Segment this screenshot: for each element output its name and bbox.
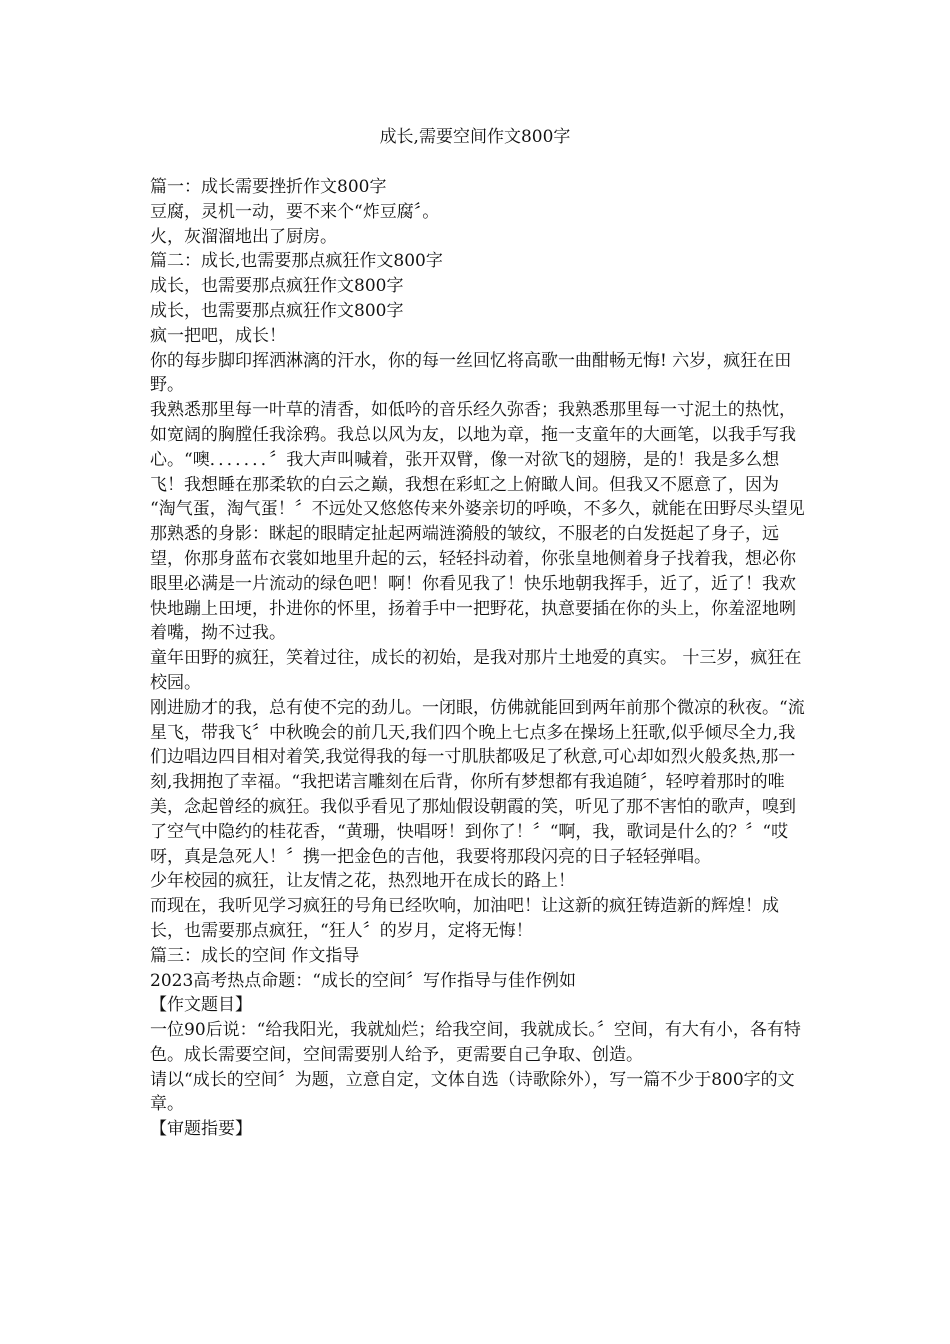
paragraph: 你的每步脚印挥洒淋漓的汗水，你的每一丝回忆将高歌一曲酣畅无悔! 六岁，疯狂在田野。 [150, 350, 792, 396]
paragraph: 成长，也需要那点疯狂作文800字 [150, 300, 404, 321]
paragraph: 【作文题目】 [150, 995, 252, 1016]
paragraph: 2023高考热点命题：“成长的空间〞写作指导与佳作例如 [150, 970, 576, 991]
paragraph: 篇二：成长,也需要那点疯狂作文800字 [150, 251, 443, 272]
paragraph: 我熟悉那里每一叶草的清香，如低吟的音乐经久弥香；我熟悉那里每一寸泥土的热忱，如宽阔的胸膛任我涂鸦。我总以风为友，以地为章，拖一支童年的大画笔，以我手写我心。“噢．．．．．．．〞我大声叫喊着，张开双臂，像一对欲飞的翅膀，是的！我是多么想飞！我想睡在那柔软的白云之巅，我想在彩虹之上俯瞰人间。但我又不愿意了，因为 [150, 400, 796, 495]
paragraph: 童年田野的疯狂，笑着过往，成长的初始，是我对那片土地爱的真实。 十三岁，疯狂在校园。 [150, 648, 802, 693]
document-body [150, 175, 805, 1142]
paragraph: 刚进励才的我，总有使不完的劲儿。一闭眼，仿佛就能回到两年前那个微凉的秋夜。“流星飞，带我飞〞中秋晚会的前几天,我们四个晚上七点多在操场上狂歌,似乎倾尽全力,我们边唱边四目相对着笑,我觉得我的每一寸肌肤都吸足了秋意,可心却如烈火般炙热,那一刻,我拥抱了幸福。“我把诺言雕刻在后背，你所有梦想都有我追随〞，轻哼着那时的唯美，念起曾经的疯狂。我似乎看见了那灿假设朝霞的笑，听见了那不害怕的歌声，嗅到了空气中隐约的桂花香，“黄珊，快唱呀！到你了！〞“啊，我，歌词是什么的？〞“哎呀，真是急死人！〞携一把金色的吉他，我要将那段闪亮的日子轻轻弹唱。 [150, 697, 805, 867]
paragraph: 火，灰溜溜地出了厨房。 [150, 226, 337, 247]
paragraph: 请以“成长的空间〞为题，立意自定，文体自选（诗歌除外），写一篇不少于800字的文章。 [150, 1069, 795, 1115]
paragraph: 少年校园的疯狂，让友情之花，热烈地开在成长的路上！ [150, 871, 575, 892]
paragraph: 豆腐，灵机一动，要不来个“炸豆腐〞。 [150, 201, 440, 222]
paragraph: 疯一把吧，成长！ [150, 325, 286, 346]
paragraph: 篇三：成长的空间 作文指导 [150, 945, 360, 966]
paragraph: 而现在，我听见学习疯狂的号角已经吹响，加油吧！让这新的疯狂铸造新的辉煌！成长，也需要那点疯狂，“狂人〞的岁月，定将无悔！ [150, 896, 779, 941]
paragraph: 成长，也需要那点疯狂作文800字 [150, 276, 404, 297]
document-title: 成长,需要空间作文800字 [379, 127, 571, 147]
paragraph: 一位90后说：“给我阳光，我就灿烂；给我空间，我就成长。〞空间，有大有小，各有特色。成长需要空间，空间需要别人给予，更需要自己争取、创造。 [150, 1020, 801, 1065]
paragraph: 篇一：成长需要挫折作文800字 [150, 177, 387, 197]
paragraph: 【审题指要】 [150, 1119, 252, 1140]
paragraph: “淘气蛋，淘气蛋！〞不远处又悠悠传来外婆亲切的呼唤，不多久，就能在田野尽头望见那熟悉的身影：眯起的眼睛定扯起两端涟漪般的皱纹，不服老的白发挺起了身子，远望，你那身蓝布衣裳如地里升起的云，轻轻抖动着，你张皇地侧着身子找着我，想必你眼里必满是一片流动的绿色吧！啊！你看见我了！快乐地朝我挥手，近了，近了！我欢快地蹦上田埂，扑进你的怀里，扬着手中一把野花，执意要插在你的头上，你羞涩地咧着嘴，拗不过我。 [150, 499, 805, 644]
